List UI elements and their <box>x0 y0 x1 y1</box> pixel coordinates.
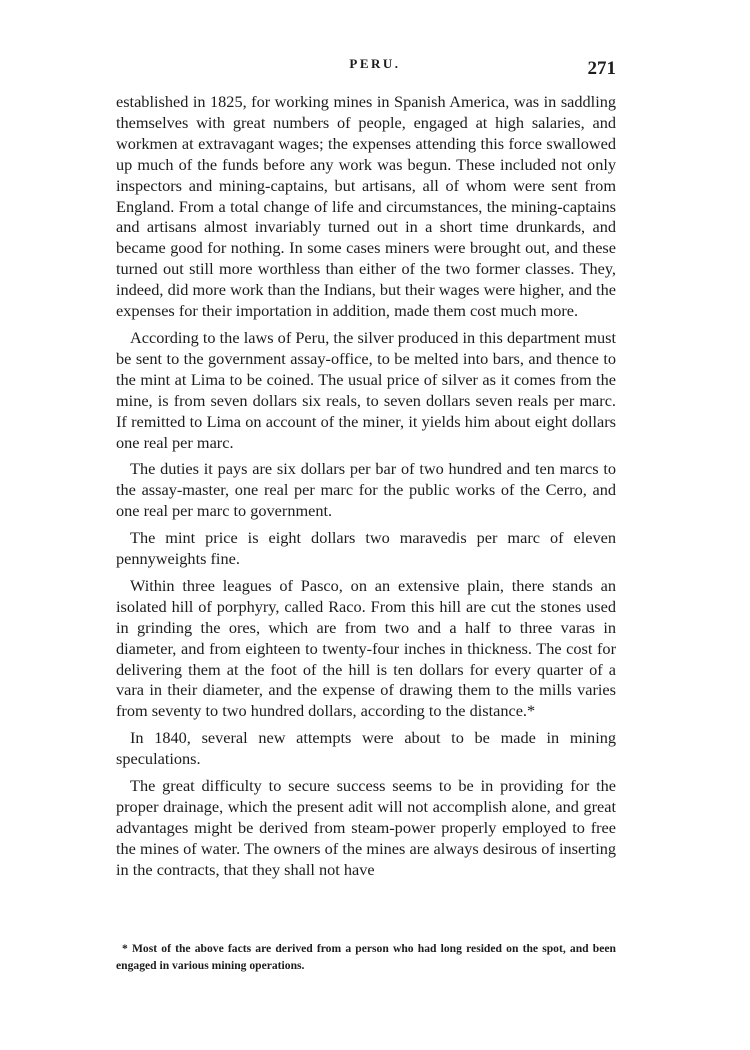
body-text <box>116 92 616 881</box>
paragraph-continuation: established in 1825, for working mines in Spanish America, was in saddling themselves with great numbers of people, engaged at high salaries, and workmen at extravagant wages; the expenses attending this force swallowed up much of the funds before any work was begun. These included not only inspectors and mining-captains, but artisans, all of whom were sent from England. From a total change of life and circumstances, the mining-captains and artisans almost invariably turned out in a short time drunkards, and became good for nothing. In some cases miners were brought out, and these turned out still more worthless than either of the two former classes. They, indeed, did more work than the Indians, but their wages were higher, and the expenses for their importation in addition, made them cost much more. <box>116 92 616 321</box>
paragraph-1840-attempts: In 1840, several new attempts were about to be made in mining speculations. <box>116 728 616 769</box>
footnote <box>116 940 616 974</box>
paragraph-raco-hill: Within three leagues of Pasco, on an extensive plain, there stands an isolated hill of porphyry, called Raco. From this hill are cut the stones used in grinding the ores, which are from two and a half to three varas in diameter, and from eighteen to twenty-four inches in thickness. The cost for delivering them at the foot of the hill is ten dollars for every quarter of a vara in their diameter, and the expense of drawing them to the mills varies from seventy to two hundred dollars, according to the distance.* <box>116 575 616 721</box>
paragraph-laws-of-peru: According to the laws of Peru, the silver produced in this department must be sent to the government assay-office, to be melted into bars, and thence to the mint at Lima to be coined. The usual price of silver as it comes from the mine, is from seven dollars six reals, to seven dollars seven reals per marc. If remitted to Lima on account of the miner, it yields him about eight dollars one real per marc. <box>116 327 616 452</box>
paragraph-mint-price: The mint price is eight dollars two maravedis per marc of eleven pennyweights fine. <box>116 528 616 569</box>
running-head: PERU. <box>349 56 401 71</box>
footnote-text: * Most of the above facts are derived from a person who had long resided on the spot, and been engaged in various mining operations. <box>116 942 616 972</box>
page-number: 271 <box>587 58 616 79</box>
paragraph-duties: The duties it pays are six dollars per bar of two hundred and ten marcs to the assay-master, one real per marc for the public works of the Cerro, and one real per marc to government. <box>116 459 616 521</box>
paragraph-drainage: The great difficulty to secure success seems to be in providing for the proper drainage, which the present adit will not accomplish alone, and great advantages might be derived from steam-power properly employed to free the mines of water. The owners of the mines are always desirous of inserting in the contracts, that they shall not have <box>116 776 616 879</box>
